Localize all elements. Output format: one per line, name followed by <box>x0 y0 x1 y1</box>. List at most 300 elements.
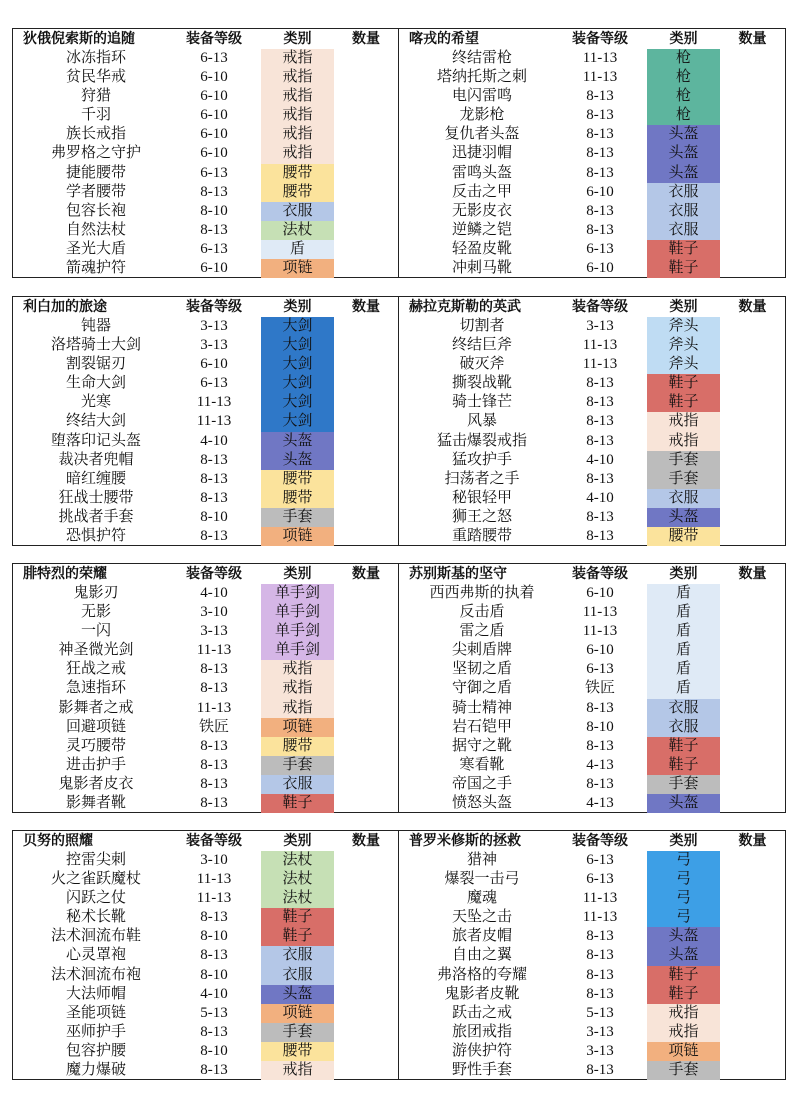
item-quantity <box>334 584 398 603</box>
item-name: 愤怒头盔 <box>451 795 512 812</box>
item-level: 11-13 <box>196 871 232 888</box>
equipment-set-block <box>12 28 786 278</box>
item-quantity <box>720 660 785 679</box>
table-row <box>399 87 785 106</box>
item-name: 影舞者靴 <box>65 795 126 812</box>
item-level: 11-13 <box>196 699 232 716</box>
item-quantity <box>334 240 398 259</box>
item-name: 重踏腰带 <box>451 528 512 545</box>
item-name: 堕落印记头盔 <box>50 432 141 449</box>
item-quantity <box>720 221 785 240</box>
equipment-set-table <box>399 831 785 1079</box>
item-name: 风暴 <box>466 413 497 430</box>
item-level: 3-10 <box>200 852 228 868</box>
item-name: 雷之盾 <box>459 623 505 640</box>
set-title: 喀戎的希望 <box>409 31 479 47</box>
item-category: 鞋子 <box>647 393 720 412</box>
item-level: 8-13 <box>586 966 614 983</box>
item-category: 腰带 <box>261 470 334 489</box>
item-name: 电闪雷鸣 <box>451 88 512 105</box>
item-category: 大剑 <box>261 393 334 412</box>
item-name: 贫民华戒 <box>65 69 126 86</box>
table-row <box>13 908 398 927</box>
item-level: 8-13 <box>586 107 614 124</box>
item-name: 切割者 <box>459 318 505 334</box>
table-row <box>13 49 398 68</box>
item-quantity <box>334 966 398 985</box>
table-row <box>13 641 398 660</box>
item-level: 8-13 <box>586 775 614 792</box>
item-quantity <box>334 87 398 106</box>
quantity-header: 数量 <box>738 566 767 582</box>
item-category: 戒指 <box>261 679 334 698</box>
item-level: 8-13 <box>586 470 614 487</box>
table-row <box>399 202 785 221</box>
item-quantity <box>720 259 785 278</box>
item-name: 狩猎 <box>80 88 111 105</box>
item-quantity <box>334 221 398 240</box>
item-category: 鞋子 <box>647 756 720 775</box>
item-level: 8-13 <box>586 126 614 143</box>
item-name: 雷鸣头盔 <box>451 164 512 181</box>
item-category: 衣服 <box>647 221 720 240</box>
table-row <box>13 470 398 489</box>
item-level: 8-10 <box>200 202 228 219</box>
table-row <box>13 966 398 985</box>
table-row <box>13 508 398 527</box>
item-name: 大法师帽 <box>65 985 126 1002</box>
table-row <box>399 317 785 336</box>
item-level: 4-10 <box>200 985 228 1002</box>
item-quantity <box>334 106 398 125</box>
item-level: 6-10 <box>200 126 228 143</box>
item-quantity <box>720 164 785 183</box>
table-row <box>399 451 785 470</box>
item-level: 铁匠 <box>198 718 229 735</box>
item-quantity <box>334 622 398 641</box>
table-row <box>13 718 398 737</box>
item-category: 盾 <box>647 603 720 622</box>
item-level: 铁匠 <box>584 680 615 697</box>
table-header-row <box>399 297 785 317</box>
table-header-row <box>13 29 398 49</box>
table-row <box>13 737 398 756</box>
table-header-row <box>399 831 785 851</box>
item-name: 坚韧之盾 <box>451 661 512 678</box>
item-category: 手套 <box>261 1023 334 1042</box>
table-row <box>399 432 785 451</box>
table-row <box>13 794 398 813</box>
table-row <box>13 699 398 718</box>
table-row <box>13 679 398 698</box>
item-level: 8-10 <box>200 966 228 983</box>
item-name: 尖刺盾牌 <box>451 642 512 659</box>
table-row <box>399 584 785 603</box>
item-level: 11-13 <box>582 909 618 926</box>
item-quantity <box>334 202 398 221</box>
item-quantity <box>720 68 785 87</box>
table-row <box>399 412 785 431</box>
table-row <box>13 1061 398 1080</box>
table-row <box>13 164 398 183</box>
item-quantity <box>720 699 785 718</box>
item-name: 法术洄流布袍 <box>50 966 141 983</box>
item-quantity <box>720 527 785 546</box>
item-name: 鬼影者皮衣 <box>58 775 134 792</box>
item-level: 11-13 <box>196 890 232 907</box>
item-quantity <box>334 527 398 546</box>
item-level: 4-10 <box>586 489 614 506</box>
table-row <box>399 718 785 737</box>
item-name: 魔魂 <box>466 890 497 907</box>
item-category: 大剑 <box>261 336 334 355</box>
table-header-row <box>13 831 398 851</box>
table-row <box>399 775 785 794</box>
item-name: 据守之靴 <box>451 737 512 754</box>
item-quantity <box>720 412 785 431</box>
set-title: 普罗米修斯的拯救 <box>409 833 521 849</box>
item-level: 4-10 <box>200 432 228 449</box>
table-row <box>13 851 398 870</box>
item-category: 手套 <box>647 775 720 794</box>
equipment-set-table <box>399 564 785 812</box>
quantity-header: 数量 <box>738 833 767 849</box>
item-level: 8-13 <box>200 1062 228 1079</box>
table-row <box>399 946 785 965</box>
item-quantity <box>720 603 785 622</box>
table-row <box>13 889 398 908</box>
item-quantity <box>720 432 785 451</box>
item-name: 急速指环 <box>65 680 126 697</box>
item-name: 反击之甲 <box>451 183 512 200</box>
item-name: 寒看靴 <box>459 756 505 773</box>
item-name: 天坠之击 <box>451 909 512 926</box>
item-category: 衣服 <box>647 183 720 202</box>
item-quantity <box>334 870 398 889</box>
item-level: 8-10 <box>200 928 228 945</box>
item-category: 戒指 <box>261 699 334 718</box>
item-name: 影舞者之戒 <box>58 699 134 716</box>
item-category: 头盔 <box>261 985 334 1004</box>
table-row <box>13 946 398 965</box>
table-header-row <box>399 29 785 49</box>
item-name: 光寒 <box>80 394 111 411</box>
table-row <box>13 432 398 451</box>
item-name: 钝器 <box>80 318 111 334</box>
item-category: 鞋子 <box>647 737 720 756</box>
item-category: 手套 <box>647 470 720 489</box>
table-row <box>13 1023 398 1042</box>
item-category: 盾 <box>647 622 720 641</box>
item-name: 学者腰带 <box>65 183 126 200</box>
item-category: 腰带 <box>261 489 334 508</box>
level-header: 装备等级 <box>572 31 628 47</box>
table-row <box>399 851 785 870</box>
level-header: 装备等级 <box>572 833 628 849</box>
item-level: 8-13 <box>200 795 228 812</box>
item-quantity <box>334 603 398 622</box>
item-quantity <box>720 374 785 393</box>
item-category: 弓 <box>647 889 720 908</box>
item-name: 终结巨斧 <box>451 337 512 354</box>
item-quantity <box>720 737 785 756</box>
item-category: 鞋子 <box>647 374 720 393</box>
item-name: 旅者皮帽 <box>451 928 512 945</box>
item-level: 4-13 <box>586 756 614 773</box>
item-name: 反击盾 <box>459 604 505 621</box>
item-name: 狂战士腰带 <box>58 489 134 506</box>
item-quantity <box>720 183 785 202</box>
item-category: 项链 <box>261 259 334 278</box>
item-category: 戒指 <box>647 1023 720 1042</box>
quantity-header: 数量 <box>738 299 767 315</box>
item-category: 衣服 <box>261 966 334 985</box>
item-level: 8-13 <box>586 508 614 525</box>
item-category: 项链 <box>647 1042 720 1061</box>
item-level: 4-10 <box>200 585 228 601</box>
item-name: 秘术长靴 <box>65 909 126 926</box>
item-category: 腰带 <box>647 527 720 546</box>
item-level: 8-13 <box>586 699 614 716</box>
item-category: 盾 <box>647 641 720 660</box>
item-quantity <box>720 946 785 965</box>
item-category: 项链 <box>261 718 334 737</box>
table-row <box>399 355 785 374</box>
item-level: 11-13 <box>582 604 618 621</box>
item-level: 11-13 <box>582 337 618 354</box>
item-quantity <box>334 679 398 698</box>
level-header: 装备等级 <box>186 31 242 47</box>
item-category: 戒指 <box>261 660 334 679</box>
item-quantity <box>720 756 785 775</box>
item-level: 11-13 <box>582 356 618 373</box>
item-level: 8-13 <box>586 375 614 392</box>
item-name: 无影皮衣 <box>451 202 512 219</box>
item-quantity <box>334 470 398 489</box>
item-quantity <box>334 1004 398 1023</box>
table-row <box>399 679 785 698</box>
item-level: 8-13 <box>200 470 228 487</box>
item-category: 手套 <box>261 508 334 527</box>
item-quantity <box>720 584 785 603</box>
quantity-header: 数量 <box>352 299 380 315</box>
item-level: 5-13 <box>586 1004 614 1021</box>
item-name: 塔纳托斯之刺 <box>436 69 527 86</box>
item-category: 腰带 <box>261 183 334 202</box>
item-category: 盾 <box>647 660 720 679</box>
table-row <box>399 221 785 240</box>
table-row <box>13 1042 398 1061</box>
item-level: 8-13 <box>200 183 228 200</box>
item-category: 戒指 <box>261 87 334 106</box>
item-quantity <box>720 775 785 794</box>
item-name: 暗红缠腰 <box>65 470 126 487</box>
item-category: 斧头 <box>647 317 720 336</box>
level-header: 装备等级 <box>186 299 242 315</box>
item-name: 箭魂护符 <box>65 260 126 277</box>
item-quantity <box>334 183 398 202</box>
item-quantity <box>720 336 785 355</box>
item-category: 枪 <box>647 68 720 87</box>
table-row <box>13 775 398 794</box>
table-row <box>13 756 398 775</box>
item-quantity <box>334 851 398 870</box>
item-level: 8-13 <box>200 947 228 964</box>
item-quantity <box>334 889 398 908</box>
table-row <box>13 202 398 221</box>
item-name: 火之雀跃魔杖 <box>50 871 141 888</box>
item-level: 5-13 <box>200 1004 228 1021</box>
item-level: 3-10 <box>200 604 228 621</box>
item-category: 鞋子 <box>647 966 720 985</box>
table-row <box>13 125 398 144</box>
item-quantity <box>720 49 785 68</box>
item-category: 头盔 <box>647 794 720 813</box>
item-level: 8-10 <box>200 508 228 525</box>
item-category: 头盔 <box>647 508 720 527</box>
item-category: 单手剑 <box>261 622 334 641</box>
item-level: 6-10 <box>200 145 228 162</box>
item-name: 控雷尖刺 <box>65 852 126 868</box>
item-name: 族长戒指 <box>65 126 126 143</box>
table-row <box>399 660 785 679</box>
item-category: 戒指 <box>647 1004 720 1023</box>
item-name: 无影 <box>80 604 111 621</box>
item-level: 6-13 <box>586 240 614 257</box>
item-quantity <box>334 125 398 144</box>
table-row <box>399 1004 785 1023</box>
item-category: 大剑 <box>261 317 334 336</box>
item-name: 裁决者兜帽 <box>58 451 134 468</box>
item-category: 戒指 <box>261 1061 334 1080</box>
item-category: 斧头 <box>647 355 720 374</box>
item-name: 包容长袍 <box>65 202 126 219</box>
item-level: 6-13 <box>586 852 614 868</box>
item-name: 鬼影刃 <box>73 585 119 601</box>
set-title: 腓特烈的荣耀 <box>23 566 107 582</box>
table-row <box>13 527 398 546</box>
item-quantity <box>720 106 785 125</box>
table-row <box>13 87 398 106</box>
item-category: 头盔 <box>261 451 334 470</box>
item-quantity <box>334 660 398 679</box>
table-row <box>399 985 785 1004</box>
table-row <box>399 240 785 259</box>
item-quantity <box>720 966 785 985</box>
item-quantity <box>720 794 785 813</box>
item-category: 戒指 <box>647 412 720 431</box>
item-quantity <box>720 470 785 489</box>
item-name: 破灭斧 <box>459 356 505 373</box>
item-name: 自然法杖 <box>65 221 126 238</box>
item-name: 旅团戒指 <box>451 1023 512 1040</box>
item-quantity <box>720 1042 785 1061</box>
item-level: 6-13 <box>586 871 614 888</box>
item-quantity <box>334 908 398 927</box>
item-quantity <box>334 393 398 412</box>
item-quantity <box>334 794 398 813</box>
category-header: 类别 <box>669 299 698 315</box>
item-quantity <box>334 756 398 775</box>
item-quantity <box>334 432 398 451</box>
item-category: 头盔 <box>647 927 720 946</box>
item-name: 冰冻指环 <box>65 50 126 66</box>
item-quantity <box>720 851 785 870</box>
item-category: 鞋子 <box>647 259 720 278</box>
item-quantity <box>334 927 398 946</box>
item-category: 单手剑 <box>261 603 334 622</box>
set-title: 赫拉克斯勒的英武 <box>409 299 521 315</box>
item-name: 生命大剑 <box>65 375 126 392</box>
item-level: 11-13 <box>582 69 618 86</box>
item-level: 6-10 <box>586 585 614 601</box>
item-level: 6-10 <box>200 260 228 277</box>
item-category: 衣服 <box>261 202 334 221</box>
item-quantity <box>334 164 398 183</box>
item-quantity <box>334 144 398 163</box>
category-header: 类别 <box>283 299 312 315</box>
item-level: 4-13 <box>586 795 614 812</box>
item-level: 4-10 <box>586 451 614 468</box>
table-row <box>13 393 398 412</box>
table-row <box>399 908 785 927</box>
equipment-set-block <box>12 296 786 546</box>
table-row <box>399 49 785 68</box>
item-quantity <box>720 87 785 106</box>
item-category: 衣服 <box>647 202 720 221</box>
table-row <box>13 106 398 125</box>
item-category: 手套 <box>647 1061 720 1080</box>
table-row <box>13 660 398 679</box>
level-header: 装备等级 <box>572 299 628 315</box>
quantity-header: 数量 <box>352 566 380 582</box>
item-quantity <box>720 451 785 470</box>
table-row <box>13 985 398 1004</box>
item-name: 圣能项链 <box>65 1004 126 1021</box>
item-category: 斧头 <box>647 336 720 355</box>
item-name: 逆鳞之铠 <box>451 221 512 238</box>
item-category: 弓 <box>647 851 720 870</box>
item-level: 8-13 <box>200 775 228 792</box>
item-level: 8-13 <box>200 489 228 506</box>
table-row <box>13 144 398 163</box>
table-header-row <box>13 564 398 584</box>
item-level: 11-13 <box>196 413 232 430</box>
item-quantity <box>720 927 785 946</box>
item-name: 西西弗斯的执着 <box>429 585 535 601</box>
item-level: 8-13 <box>586 394 614 411</box>
item-level: 6-10 <box>200 356 228 373</box>
table-row <box>399 68 785 87</box>
item-category: 戒指 <box>261 68 334 87</box>
equipment-set-table <box>13 564 399 812</box>
table-row <box>13 259 398 278</box>
item-level: 8-13 <box>200 737 228 754</box>
item-name: 骑士精神 <box>451 699 512 716</box>
item-category: 单手剑 <box>261 641 334 660</box>
table-row <box>13 489 398 508</box>
item-quantity <box>720 679 785 698</box>
category-header: 类别 <box>283 31 312 47</box>
table-row <box>399 737 785 756</box>
item-level: 8-10 <box>586 718 614 735</box>
item-level: 8-13 <box>200 661 228 678</box>
item-level: 6-13 <box>200 50 228 66</box>
item-category: 衣服 <box>647 718 720 737</box>
table-row <box>399 106 785 125</box>
item-name: 回避项链 <box>65 718 126 735</box>
item-category: 衣服 <box>261 946 334 965</box>
